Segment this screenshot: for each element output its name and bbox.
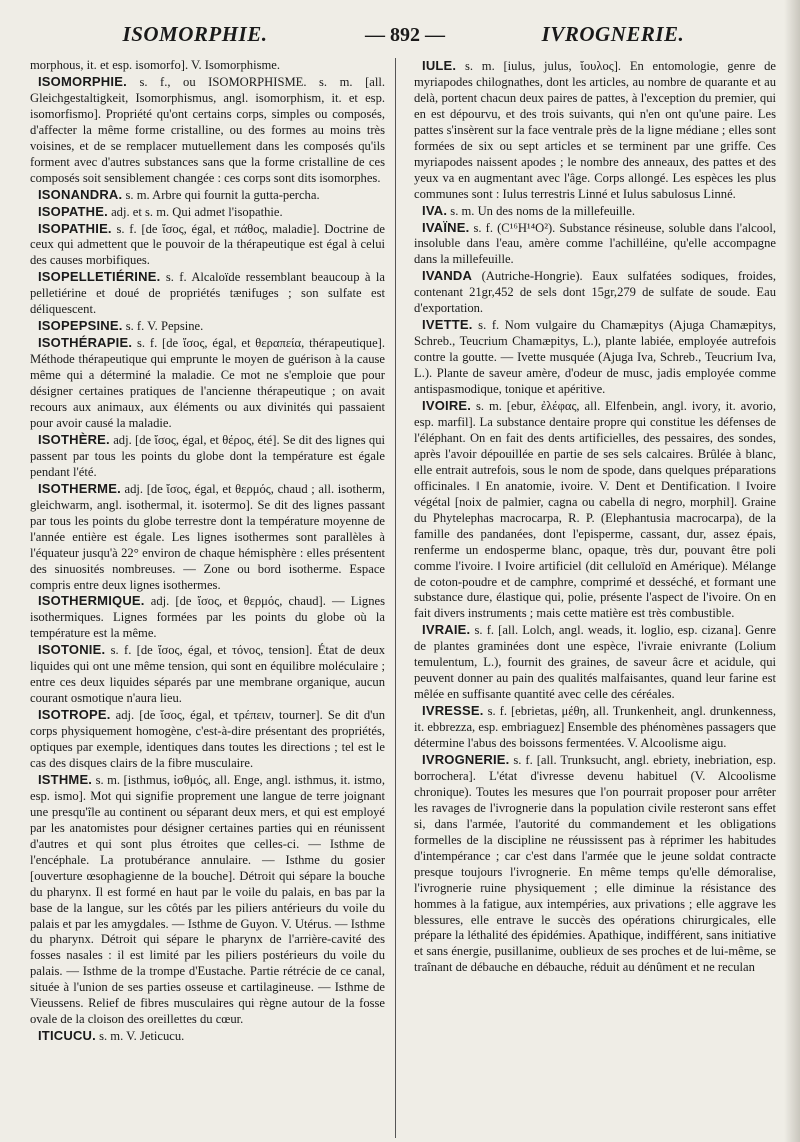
entry-headword: ISOTHÉRAPIE. — [38, 335, 133, 351]
dictionary-entry — [30, 204, 385, 221]
dictionary-entry — [30, 707, 385, 772]
header-left-title: ISOMORPHIE. — [122, 22, 268, 46]
entry-headword: ISONANDRA. — [38, 186, 123, 202]
dictionary-entry — [30, 335, 385, 432]
left-column — [30, 58, 396, 1138]
entry-headword: ISOTHERMIQUE. — [38, 593, 145, 609]
dictionary-entry — [30, 593, 385, 642]
entry-definition: s. f. [all. Trunksucht, angl. ebriety, inebriation, esp. borrochera]. L'état d'ivresse devenu habituel (V. Alcoolisme chronique). Toutes les mesures que l'on pourrait proposer pour arrêter les ravages de l'ivrognerie dans la population civile resteront sans effet si, dans l'armée, l'autorité du commandement et les obligations formelles de la discipline ne réussissent pas à réprimer les habitudes d'intempérance ; car c'est dans l'armée que le jeune soldat contracte presque toujours l'ivrognerie. En même temps qu'elle démoralise, l'ivrognerie ruine physiquement ; elle diminue la résistance des hommes à la fatigue, aux intempéries, aux privations ; elle aggrave les blessures, elle entrave le succès des opérations chirurgicales, elle prépare la léthalité des épidémies. Apathique, indifférent, sans initiative et sans énergie, pusillanime, oublieux de ses proches et de lui-même, se traînant de débauche en débauche, réduit au dénûment et ne reculan — [414, 752, 776, 975]
entry-headword: ISOTHÈRE. — [38, 431, 110, 447]
dictionary-entry — [414, 268, 776, 317]
entry-definition: adj. [de ἴσος, égal, et θερμός, chaud ; all. isotherm, gleichwarm, angl. isothermal, it. isotermo]. Se dit des lignes passant par tous les points du globe terrestre dont la température moyenne de l'année entière est égale. Les lignes isothermes sont parallèles à l'équateur jusqu'à 22° environ de chaque hémisphère : elles présentent des sinuosités nombreuses. — Zone ou bord isotherme. Espace compris entre deux lignes isothermes. — [30, 481, 386, 592]
entry-headword: ISOTONIE. — [38, 642, 106, 658]
entry-definition: s. m. Arbre qui fournit la gutta-percha. — [125, 187, 320, 202]
entry-headword: IVAÏNE. — [422, 219, 470, 235]
dictionary-entry — [30, 772, 385, 1028]
two-column-body — [30, 58, 776, 1138]
entry-definition: (Autriche-Hongrie). Eaux sulfatées sodiques, froides, contenant 21gr,452 de sels dont 15gr,279 de sulfate de soude. Eau d'exportation. — [414, 269, 776, 316]
entry-definition: s. f. (C¹⁶H¹⁴O²). Substance résineuse, soluble dans l'alcool, insoluble dans l'eau, amère comme l'achilléine, qu'elle accompagne dans la millefeuille. — [414, 220, 776, 267]
dictionary-entry — [414, 622, 776, 703]
entry-headword: ISOTHERME. — [38, 480, 121, 496]
entry-headword: IVOIRE. — [422, 398, 472, 414]
entry-headword: IVRESSE. — [422, 703, 484, 719]
running-header — [30, 22, 776, 58]
entry-definition: s. f. V. Pepsine. — [125, 319, 204, 334]
dictionary-entry — [414, 58, 776, 203]
entry-headword: ITICUCU. — [38, 1028, 96, 1044]
entry-definition: adj. [de ἴσος, et θερμός, chaud]. — Lignes isothermiques. Lignes formées par les points du globe où la température est la même. — [30, 594, 386, 641]
entry-headword: ISOPATHIE. — [38, 220, 112, 236]
entry-headword: ISTHME. — [38, 771, 93, 787]
entry-definition: s. f. Nom vulgaire du Chamæpitys (Ajuga Chamæpitys, Schreb., Teucrium Chamæpitys, L.), plante labiée, employée autrefois contre la goutte. — Ivette musquée (Ajuga Iva, Schreb., Teucrium Iva, L.). Plante de saveur amère, d'odeur de musc, jadis employée comme antispasmodique, tonique et apéritive. — [414, 318, 776, 397]
entry-definition: s. m. V. Jeticucu. — [99, 1029, 185, 1044]
entry-definition: s. m. Un des noms de la millefeuille. — [450, 203, 635, 218]
entry-definition: s. f. [de ἴσος, égal, et θεραπεία, thérapeutique]. Méthode thérapeutique qui emprunte le moyen de guérison à la cause même qui a déterminé la maladie. Ce mot ne s'emploie que pour désigner certaines pratiques de l'ancienne thérapeutique ; on avait recours aux animaux, aux éléments ou aux divinités qui passaient pour avoir causé la maladie. — [30, 336, 386, 430]
entry-headword: ISOTROPE. — [38, 707, 111, 723]
entry-headword: ISOPATHE. — [38, 203, 108, 219]
dictionary-entry — [414, 317, 776, 398]
entry-headword: ISOPELLETIÉRINE. — [38, 269, 161, 285]
entry-definition: s. f. [de ἴσος, égal, et πάθος, maladie]. Doctrine de ceux qui admettent que le pouvoir de la thérapeutique est égal à celui des causes morbifiques. — [30, 221, 386, 268]
entry-headword: IVA. — [422, 202, 448, 218]
entry-definition: s. f. [de ἴσος, égal, et τόνος, tension]. État de deux liquides qui ont une même tension, qui sont en équilibre moléculaire ; entre ces deux liquides séparés par une membrane organique, aucun courant osmotique n'aura lieu. — [30, 643, 386, 706]
header-right-title: IVROGNERIE. — [541, 22, 685, 46]
dictionary-entry — [30, 58, 385, 74]
dictionary-entry — [30, 187, 385, 204]
entry-definition: s. m. [isthmus, ἰσθμός, all. Enge, angl. isthmus, it. istmo, esp. ismo]. Mot qui signifie proprement une langue de terre joignant une presqu'île au continent ou séparant deux mers, et qui est employé par les anatomistes pour désigner certaines parties qui en réunissent d'autres et qui sont plus étroites que celles-ci. — Isthme de l'encéphale. La protubérance annulaire. — Isthme du gosier [ouverture œsophagienne de la bouche]. Détroit qui sépare la bouche du pharynx. Il est formé en haut par le voile du palais, en bas par la base de la langue, sur les côtés par les piliers antérieurs du voile du palais et par les amygdales. — Isthme de Guyon. V. Utérus. — Isthme du pharynx. Détroit qui sépare le pharynx de l'arrière-cavité des fosses nasales : il est limité par les piliers postérieurs du voile du palais. — Isthme de la trompe d'Eustache. Partie rétrécie de ce canal, située à l'union de ses parties osseuse et cartilagineuse. — Isthme de Vieussens. Relief de fibres musculaires qui règne autour de la fosse ovale de la cloison des oreillettes du cœur. — [30, 772, 386, 1027]
dictionary-entry — [30, 432, 385, 481]
page-edge-shadow — [784, 0, 800, 1142]
right-column — [414, 58, 776, 1138]
entry-headword: IVETTE. — [422, 317, 473, 333]
entry-headword: IULE. — [422, 58, 457, 73]
dictionary-entry — [414, 220, 776, 269]
entry-definition: s. f., ou ISOMORPHISME. s. m. [all. Gleichgestaltigkeit, Isomorphismus, angl. isomorphism, it. et esp. isomorfismo]. Propriété qu'ont certains corps, simples ou composés, d'affecter la même forme cristalline, ou des formes au moins très voisines, et de se remplacer mutuellement dans les composés qu'ils forment avec d'autres substances sans que la forme cristalline de ces composés soit sensiblement changée : ces corps sont dits isomorphes. — [30, 74, 386, 185]
dictionary-entry — [30, 221, 385, 270]
entry-definition: adj. [de ἴσος, égal, et τρέπειν, tourner]. Se dit d'un corps physiquement homogène, c'est-à-dire présentant des propriétés, optiques par exemple, identiques dans toutes les directions ; tel est le cas des disques clairs de la fibre musculaire. — [30, 708, 386, 770]
dictionary-entry — [414, 203, 776, 220]
entry-headword: ISOPEPSINE. — [38, 318, 123, 334]
entry-headword: IVANDA — [422, 268, 473, 284]
entry-headword: ISOMORPHIE. — [38, 73, 127, 89]
dictionary-entry — [414, 398, 776, 622]
dictionary-entry — [30, 481, 385, 594]
dictionary-entry — [30, 318, 385, 335]
dictionary-entry — [30, 74, 385, 187]
dictionary-entry — [30, 269, 385, 318]
dictionary-entry — [414, 752, 776, 976]
entry-headword: IVRAIE. — [422, 622, 471, 638]
entry-definition: s. m. [ebur, ἐλέφας, all. Elfenbein, angl. ivory, it. avorio, esp. marfil]. La substance dentaire propre qui constitue les défenses de l'éléphant. On en fait des dents artificielles, des pessaires, des sondes, après l'avoir dépouillée en partie de ses sels calcaires. Brûlée à blanc, elle entrait autrefois, sous le nom de spode, dans quelques préparations officinales. ‖ En anatomie, ivoire. V. Dent et Dentification. ‖ Ivoire végétal [noix de palmier, cagna ou cabella di negro, morphil]. Graine du Phytelephas macrocarpa, R. P. (Elephantusia macrocarpa), de la famille des pandanées, dont l'episperme, cassant, dur, assez épais, renferme un endosperme blanc, opaque, très dur, pouvant être poli comme l'ivoire. ‖ Ivoire artificiel (dit celluloïd en Amérique). Mélange de coton-poudre et de camphre, comprimé et desséché, et formant une substance dure, élastique qui, polie, présente l'aspect de l'ivoire. On en fait divers instruments ; mais cette matière est très combustible. — [414, 399, 776, 621]
page-number: — 892 — — [365, 24, 445, 46]
entry-definition: morphous, it. et esp. isomorfo]. V. Isomorphisme. — [30, 58, 280, 72]
entry-definition: adj. et s. m. Qui admet l'isopathie. — [111, 204, 283, 219]
entry-headword: IVROGNERIE. — [422, 751, 510, 767]
dictionary-entry — [30, 1028, 385, 1045]
entry-definition: s. f. [ebrietas, μέθη, all. Trunkenheit, angl. drunkenness, it. ebbrezza, esp. embriaguez] Ensemble des phénomènes passagers que détermine l'abus des boissons fermentées. V. Alcoolisme aigu. — [414, 704, 776, 751]
dictionary-entry — [30, 642, 385, 707]
entry-definition: s. f. [all. Lolch, angl. weads, it. loglio, esp. cizana]. Genre de plantes graminées dont une espèce, l'ivraie enivrante (Lolium temulentum, L.), fournit des graines, de saveur âcre et acidule, qui peuvent donner au pain des qualités malfaisantes, quand leur farine est mêlée en suffisante quantité avec celle des céréales. — [414, 623, 776, 702]
entry-definition: adj. [de ἴσος, égal, et θέρος, été]. Se dit des lignes qui passent par tous les points du globe dont la température est égale pendant l'été. — [30, 432, 386, 479]
entry-definition: s. m. [iulus, julus, ἴουλος]. En entomologie, genre de myriapodes chilognathes, dont les articles, au nombre de quarante et au delà, portent chacun deux paires de pattes, à l'exception du premier, qui en est dépourvu, et des trois suivants, qui n'en ont qu'une paire. Les pattes s'insèrent sur la face ventrale près de la ligne médiane ; elles sont formées de six ou sept articles et se terminent par une griffe. Ces myriapodes naissent apodes ; le nombre des anneaux, des pattes et des yeux va en augmentant avec l'âge. Corps allongé. Les espèces les plus communes sont : Iulus terrestris Linné et Iulus sabulosus Linné. — [414, 59, 776, 201]
entry-definition: s. f. Alcaloïde ressemblant beaucoup à la pelletiérine et doué de propriétés tænifuges ; son sulfate est déliquescent. — [30, 270, 386, 317]
dictionary-entry — [414, 703, 776, 752]
